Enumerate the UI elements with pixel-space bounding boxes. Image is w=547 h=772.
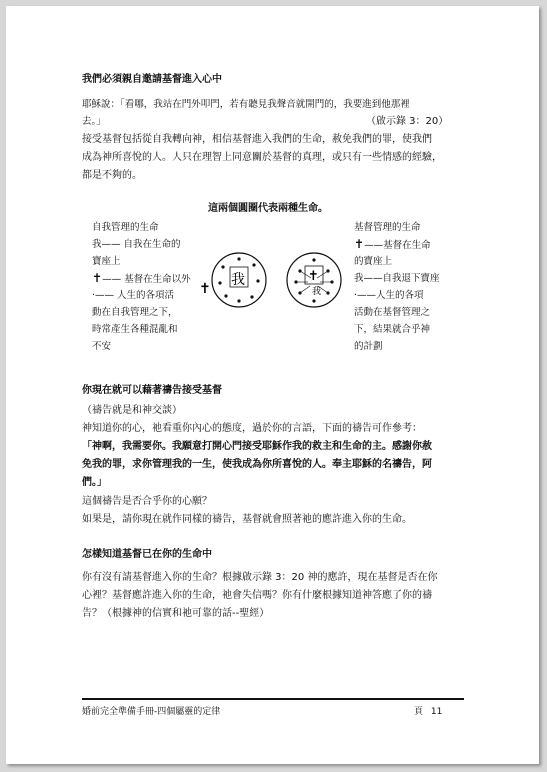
right-line-7: 的計劃 (354, 341, 383, 352)
paragraph-1-line-3: 都是不夠的。 (82, 170, 142, 181)
circle-christ-label: 我 (312, 287, 322, 297)
prayer-line-3: 們。」 (82, 477, 107, 488)
right-line-2: 的寶座上 (354, 256, 393, 267)
right-line-1: ——基督在生命 (364, 240, 431, 251)
cross-icon: ✝ (354, 237, 365, 251)
left-line-1: 我—— 自我在生命的 (92, 239, 181, 250)
prayer-line-2: 免我的罪，求你管理我的一生，使我成為你所喜悅的人。奉主耶穌的名禱告，阿 (82, 459, 432, 470)
right-title: 基督管理的生命 (354, 222, 421, 233)
document-page (6, 6, 539, 764)
quote-line-1: 耶穌說：「看哪，我站在門外叩門，若有聽見我聲音就開門的，我要進到他那裡 (82, 99, 410, 110)
right-line-3: 我——自我退下寶座 (354, 273, 440, 284)
prayer-line-1: 「神啊，我需要你。我願意打開心門接受耶穌作我的救主和生命的主。感謝你赦 (82, 441, 432, 452)
two-circles-diagram (196, 249, 356, 311)
left-line-3: —— 基督在生命以外 (102, 274, 191, 285)
left-line-5: 動在自我管理之下， (92, 307, 178, 318)
footer-divider (82, 698, 464, 700)
right-line-5: 活動在基督管理之 (354, 307, 431, 318)
quote-reference: （啟示錄 3：20） (366, 116, 449, 127)
paragraph-1-line-2: 成為神所喜悅的人。人只在理智上同意關於基督的真理，或只有一些情感的經驗， (82, 152, 442, 163)
left-line-7: 不安 (92, 341, 112, 352)
circles-title: 這兩個圓圈代表兩種生命。 (208, 203, 328, 214)
right-line-6: 下，結果就合乎神 (354, 324, 431, 335)
left-line-2: 寶座上 (92, 256, 121, 267)
left-title: 自我管理的生命 (92, 222, 159, 233)
paragraph-3-line-1: 這個禱告是否合乎你的心願？ (82, 496, 212, 507)
section-heading-2: 你現在就可以藉著禱告接受基督 (82, 385, 222, 396)
footer-page-number: 11 (430, 707, 443, 717)
right-line-1-row (354, 236, 431, 254)
outside-cross-icon: ✝ (199, 281, 211, 297)
circle-self-label: 我 (231, 272, 245, 288)
footer-page-label: 頁 (414, 707, 424, 717)
paragraph-4-line-1: 你有沒有請基督進入你的生命？根據啟示錄 3：20 神的應許，現在基督是否在你 (82, 572, 438, 583)
self-directed-circle (199, 253, 266, 307)
christ-directed-circle (287, 253, 341, 307)
left-line-4: ·—— 人生的各項活 (92, 290, 175, 301)
section-heading-3: 怎樣知道基督已在你的生命中 (82, 549, 212, 560)
footer-title: 婚前完全準備手冊-四個屬靈的定律 (82, 707, 221, 717)
right-line-4: ·——人生的各項 (354, 290, 424, 301)
paragraph-4-line-3: 告？（根據神的信實和祂可靠的話--聖經） (82, 608, 270, 619)
paragraph-3-line-2: 如果是，請你現在就作同樣的禱告，基督就會照著祂的應許進入你的生命。 (82, 514, 412, 525)
cross-icon: ✝ (92, 271, 103, 285)
section-heading-1: 我們必須親自邀請基督進入心中 (82, 74, 222, 85)
throne-cross-icon: ✝ (308, 269, 319, 284)
paragraph-2-line-1: 神知道你的心，祂看重你內心的態度，過於你的言語，下面的禱告可作參考： (82, 423, 422, 434)
left-line-6: 時常產生各種混亂和 (92, 324, 178, 335)
paragraph-1-line-1: 接受基督包括從自我轉向神，相信基督進入我們的生命，赦免我們的罪，使我們 (82, 134, 432, 145)
quote-line-2: 去。」 (82, 116, 106, 127)
prayer-note: （禱告就是和神交談） (82, 405, 182, 416)
paragraph-4-line-2: 心裡？基督應許進入你的生命，祂會失信嗎？你有什麼根據知道神答應了你的禱 (82, 590, 432, 601)
footer-page (414, 704, 442, 717)
left-line-3-row (92, 270, 191, 288)
